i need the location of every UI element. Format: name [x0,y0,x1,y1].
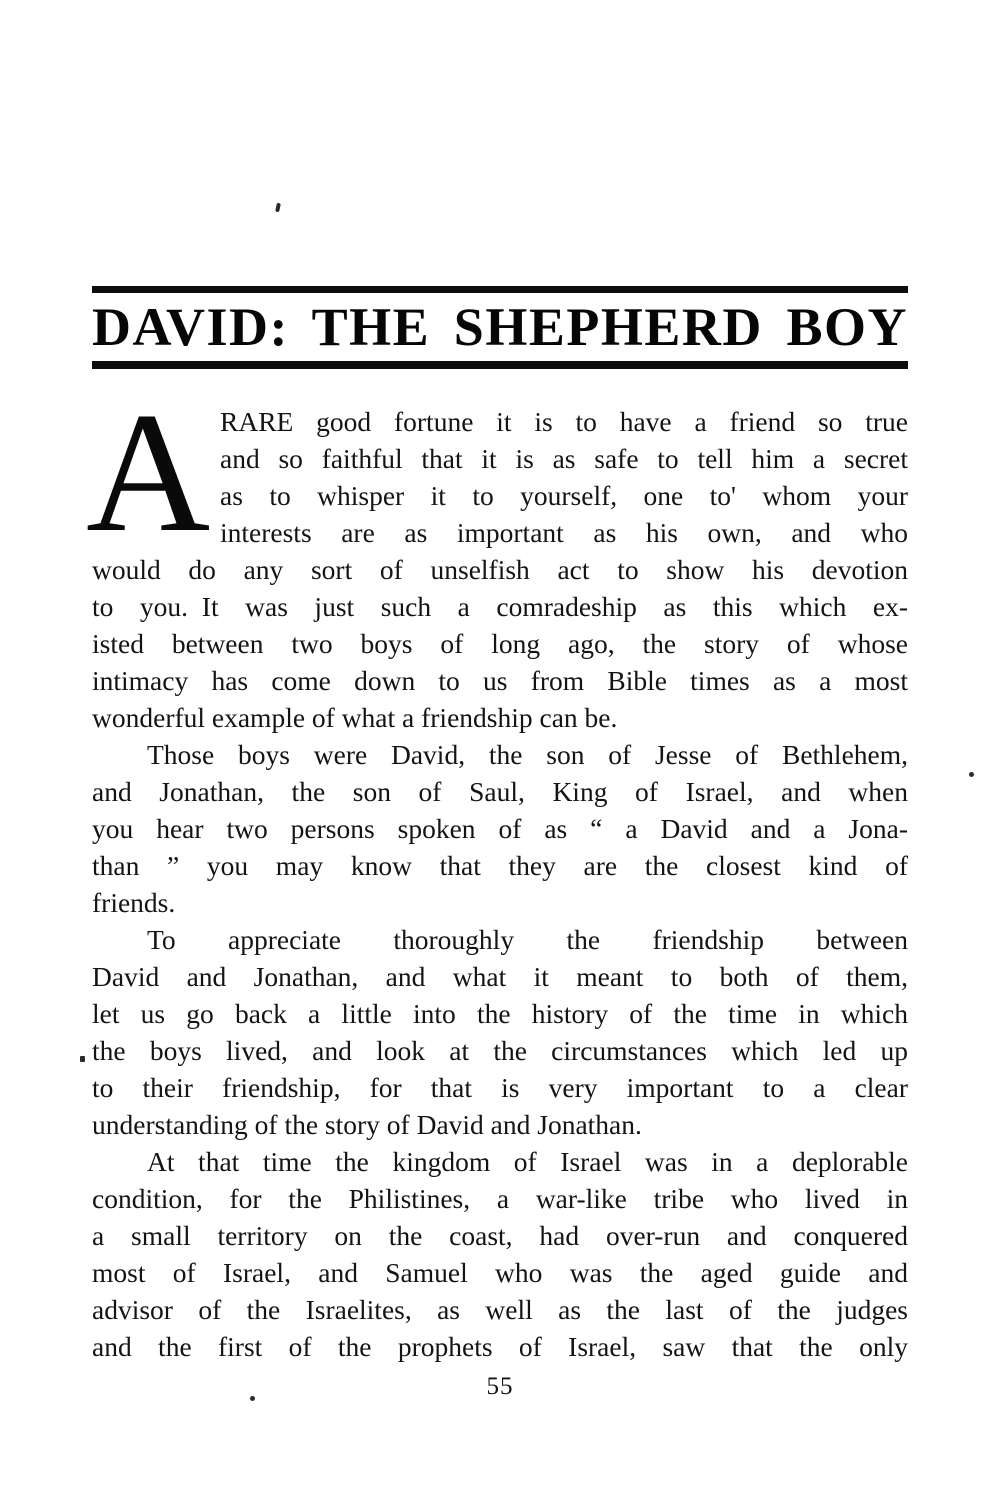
page-number: 55 [486,1373,514,1400]
text-line: to you. It was just such a comradeship as this which ex- [92,591,908,622]
text-line: a small territory on the coast, had over-run and conquered [92,1220,908,1251]
scan-speck [969,772,974,777]
text-line: David and Jonathan, and what it meant to both of them, [92,961,908,992]
scan-speck [275,203,281,213]
text-line: advisor of the Israelites, as well as the last of the judges [92,1294,908,1325]
text-line: and the first of the prophets of Israel, saw that the only [92,1331,908,1362]
text-line: isted between two boys of long ago, the story of whose [92,628,908,659]
text-line: To appreciate thoroughly the friendship between [147,924,908,955]
paragraph-3 [92,921,908,1143]
paragraph-2 [92,736,908,921]
text-line: condition, for the Philistines, a war-like tribe who lived in [92,1183,908,1214]
text-line: Those boys were David, the son of Jesse of Bethlehem, [147,739,908,770]
text-body [86,378,908,1365]
text-line: you hear two persons spoken of as “ a David and a Jona- [92,813,908,844]
text-line: to their friendship, for that is very important to a clear [92,1072,908,1103]
text-line: friends. [92,887,176,918]
dropcap-letter: A [86,378,211,568]
text-line: understanding of the story of David and Jonathan. [92,1109,642,1140]
title-rule-bottom [92,361,908,369]
chapter-title: DAVID: THE SHEPHERD BOY [92,297,908,357]
text-line: as to whisper it to yourself, one to' whom your [220,480,908,511]
text-line: most of Israel, and Samuel who was the aged guide and [92,1257,908,1288]
text-line: than ” you may know that they are the closest kind of [92,850,908,881]
text-line: At that time the kingdom of Israel was in a deplorable [147,1146,908,1177]
text-line: interests are as important as his own, and who [220,517,908,548]
text-line: the boys lived, and look at the circumstances which led up [92,1035,908,1066]
text-line: RARE good fortune it is to have a friend so true [220,406,908,437]
title-rule-top [92,286,908,293]
page-content [86,286,908,1401]
text-line: intimacy has come down to us from Bible times as a most [92,665,908,696]
text-line: let us go back a little into the history of the time in which [92,998,908,1029]
text-line: and Jonathan, the son of Saul, King of Israel, and when [92,776,908,807]
text-line: would do any sort of unselfish act to show his devotion [92,554,908,585]
paragraph-1 [86,378,908,736]
text-line: wonderful example of what a friendship can be. [92,702,618,733]
scan-speck [80,1056,85,1062]
text-line: and so faithful that it is as safe to tell him a secret [220,443,908,474]
paragraph-4 [92,1143,908,1365]
